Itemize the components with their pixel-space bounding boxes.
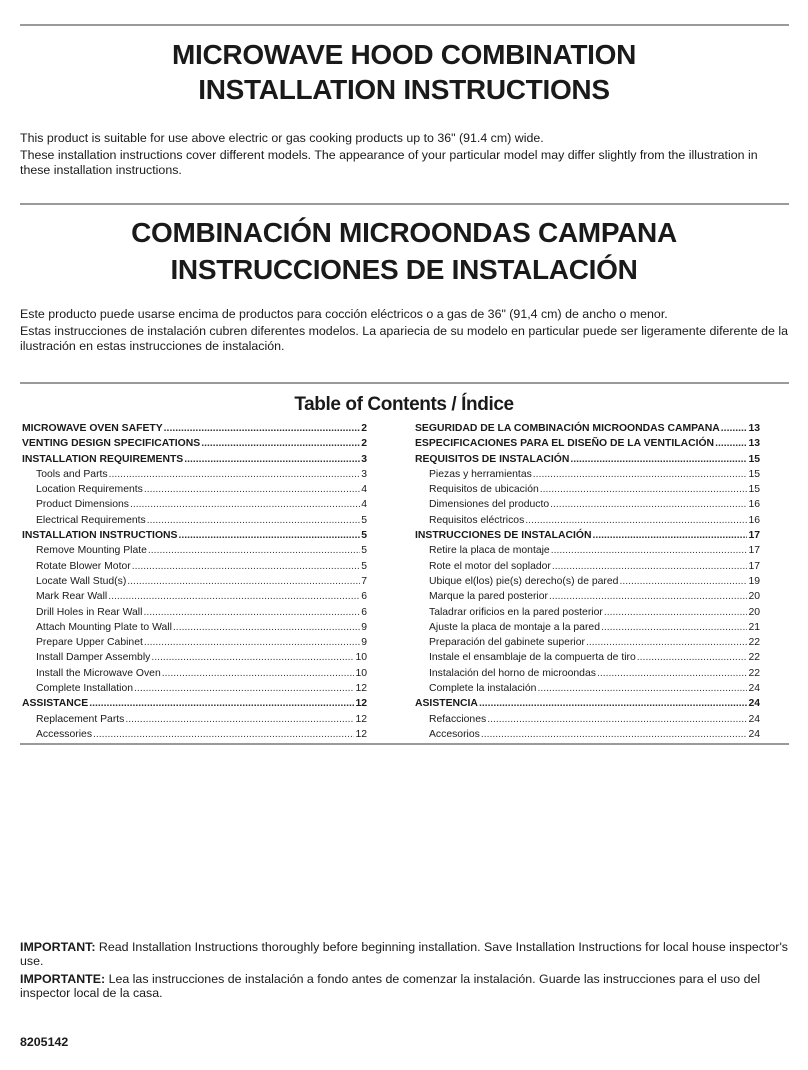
spanish-title-line2: INSTRUCCIONES DE INSTALACIÓN <box>170 254 638 285</box>
important-text: Read Installation Instructions thoroughly before beginning installation. Save Installation Instructions for local house inspector's use. <box>20 940 788 968</box>
importante-label: IMPORTANTE: <box>20 972 106 986</box>
toc-entry[interactable] <box>415 421 760 436</box>
toc-entry-page: 12 <box>355 698 367 710</box>
toc-entry-page: 5 <box>361 545 367 557</box>
toc-entry[interactable] <box>22 696 367 711</box>
toc-leader-dots <box>487 712 747 727</box>
toc-entry-page: 4 <box>361 499 367 511</box>
toc-entry-label: ASISTENCIA <box>415 698 478 710</box>
toc-entry-label: Ubique el(los) pie(s) derecho(s) de pared <box>429 575 619 587</box>
toc-entry-label: Accesorios <box>429 728 480 740</box>
toc-entry-label: Drill Holes in Rear Wall <box>36 606 143 618</box>
toc-entry[interactable] <box>415 559 760 574</box>
toc-entry-label: Install the Microwave Oven <box>36 667 161 679</box>
toc-entry[interactable] <box>415 452 760 467</box>
toc-entry-page: 24 <box>748 683 760 695</box>
toc-entry-label: Instalación del horno de microondas <box>429 667 596 679</box>
important-label: IMPORTANT: <box>20 940 96 954</box>
toc-entry[interactable] <box>415 620 760 635</box>
spanish-intro-para2: Estas instrucciones de instalación cubren diferentes modelos. La apariecia de su modelo en particular puede ser ligeramente diferente de la ilustración en estas instrucciones de instalación. <box>20 324 788 353</box>
toc-leader-dots <box>125 712 354 727</box>
spanish-title-line1: COMBINACIÓN MICROONDAS CAMPANA <box>131 217 677 248</box>
toc-entry-label: Requisitos eléctricos <box>429 514 525 526</box>
toc-entry-page: 9 <box>361 621 367 633</box>
toc-entry[interactable] <box>415 543 760 558</box>
toc-leader-dots <box>592 528 747 543</box>
top-divider <box>20 24 789 26</box>
toc-leader-dots <box>637 650 748 665</box>
toc-entry-label: INSTRUCCIONES DE INSTALACIÓN <box>415 530 592 542</box>
toc-entry[interactable] <box>415 635 760 650</box>
toc-entry-label: Dimensiones del producto <box>429 499 550 511</box>
toc-entry-label: Product Dimensions <box>36 499 129 511</box>
toc-leader-dots <box>127 574 360 589</box>
toc-leader-dots <box>134 681 354 696</box>
toc-entry-label: INSTALLATION INSTRUCTIONS <box>22 530 178 542</box>
toc-leader-dots <box>550 497 747 512</box>
toc-entry-page: 16 <box>748 499 760 511</box>
toc-entry-page: 4 <box>361 484 367 496</box>
toc-entry[interactable] <box>415 574 760 589</box>
toc-entry[interactable] <box>415 727 760 742</box>
toc-entry[interactable] <box>415 436 760 451</box>
toc-entry-label: Preparación del gabinete superior <box>429 637 585 649</box>
toc-entry[interactable] <box>22 421 367 436</box>
toc-entry[interactable] <box>22 620 367 635</box>
toc-entry[interactable] <box>22 605 367 620</box>
toc-entry-page: 17 <box>748 530 760 542</box>
toc-leader-dots <box>601 620 747 635</box>
toc-entry-page: 2 <box>361 438 367 450</box>
toc-entry-label: REQUISITOS DE INSTALACIÓN <box>415 453 570 465</box>
toc-entry[interactable] <box>415 497 760 512</box>
toc-entry[interactable] <box>415 528 760 543</box>
toc-entry[interactable] <box>22 497 367 512</box>
toc-leader-dots <box>173 620 360 635</box>
toc-entry-page: 15 <box>748 453 760 465</box>
toc-entry-label: Replacement Parts <box>36 713 125 725</box>
toc-leader-dots <box>108 589 360 604</box>
toc-title: Table of Contents / Índice <box>294 394 514 415</box>
toc-leader-dots <box>721 421 748 436</box>
toc-leader-dots <box>151 650 354 665</box>
toc-entry-page: 2 <box>361 423 367 434</box>
toc-entry-page: 6 <box>361 591 367 603</box>
toc-leader-dots <box>143 605 360 620</box>
toc-leader-dots <box>144 635 360 650</box>
toc-entry-page: 3 <box>361 453 367 465</box>
toc-entry-page: 20 <box>748 591 760 603</box>
toc-leader-dots <box>481 727 748 742</box>
toc-entry[interactable] <box>415 467 760 482</box>
toc-entry-label: Accessories <box>36 728 93 740</box>
toc-entry-page: 22 <box>748 652 760 664</box>
toc-entry-label: Rote el motor del soplador <box>429 560 551 572</box>
toc-entry-page: 20 <box>748 606 760 618</box>
toc-entry-page: 12 <box>355 713 367 725</box>
toc-leader-dots <box>89 696 354 711</box>
toc-entry-label: ESPECIFICACIONES PARA EL DISEÑO DE LA VENTILACIÓN <box>415 438 715 450</box>
toc-entry-label: Complete Installation <box>36 683 134 695</box>
toc-entry-label: Refacciones <box>429 713 487 725</box>
english-intro-para2: These installation instructions cover different models. The appearance of your particular model may differ slightly from the illustration in these installation instructions. <box>20 148 758 177</box>
toc-entry[interactable] <box>415 482 760 497</box>
toc-bottom-divider <box>20 743 789 745</box>
toc-entry-label: Retire la placa de montaje <box>429 545 550 557</box>
toc-entry-label: Tools and Parts <box>36 468 108 480</box>
toc-entry-label: Electrical Requirements <box>36 514 146 526</box>
toc-entry-page: 19 <box>748 575 760 587</box>
toc-entry-page: 16 <box>748 514 760 526</box>
toc-leader-dots <box>604 605 748 620</box>
toc-leader-dots <box>162 666 355 681</box>
toc-leader-dots <box>178 528 360 543</box>
toc-entry[interactable] <box>22 727 367 742</box>
toc-entry-label: VENTING DESIGN SPECIFICATIONS <box>22 438 201 450</box>
toc-entry-page: 12 <box>355 728 367 740</box>
toc-leader-dots <box>551 543 748 558</box>
toc-entry-label: Location Requirements <box>36 484 143 496</box>
toc-leader-dots <box>715 436 747 451</box>
toc-entry-page: 13 <box>748 438 760 450</box>
toc-entry[interactable] <box>22 482 367 497</box>
toc-entry-label: Remove Mounting Plate <box>36 545 147 557</box>
toc-entry[interactable] <box>22 666 367 681</box>
toc-leader-dots <box>619 574 747 589</box>
english-intro-para1: This product is suitable for use above electric or gas cooking products up to 36" (91.4 cm) wide. <box>20 131 544 145</box>
toc-entry[interactable] <box>22 467 367 482</box>
toc-entry-label: Rotate Blower Motor <box>36 560 131 572</box>
toc-leader-dots <box>540 482 748 497</box>
important-notice-spanish <box>20 972 790 1000</box>
toc-leader-dots <box>132 559 361 574</box>
toc-entry[interactable] <box>22 543 367 558</box>
toc-entry-label: MICROWAVE OVEN SAFETY <box>22 423 163 434</box>
toc-entry[interactable] <box>415 605 760 620</box>
toc-entry-page: 5 <box>361 560 367 572</box>
toc-entry[interactable] <box>22 635 367 650</box>
toc-leader-dots <box>201 436 360 451</box>
toc-entry[interactable] <box>22 436 367 451</box>
toc-entry-page: 15 <box>748 484 760 496</box>
spanish-intro-para1: Este producto puede usarse encima de productos para cocción eléctricos o a gas de 36" (91,4 cm) de ancho o menor. <box>20 307 668 321</box>
toc-entry-label: Taladrar orificios en la pared posterior <box>429 606 603 618</box>
toc-entry-label: Marque la pared posterior <box>429 591 548 603</box>
toc-leader-dots <box>586 635 747 650</box>
section-divider-2 <box>20 382 789 384</box>
importante-text: Lea las instrucciones de instalación a fondo antes de comenzar la instalación. Guarde las instrucciones para el uso del inspector local de la casa. <box>20 972 761 1000</box>
toc-entry-page: 15 <box>748 468 760 480</box>
toc-entry-label: Ajuste la placa de montaje a la pared <box>429 621 600 633</box>
toc-entry-page: 22 <box>748 667 760 679</box>
toc-leader-dots <box>525 513 747 528</box>
toc-entry-label: Locate Wall Stud(s) <box>36 575 127 587</box>
toc-entry-label: INSTALLATION REQUIREMENTS <box>22 453 184 465</box>
english-title-line2: INSTALLATION INSTRUCTIONS <box>198 74 610 105</box>
toc-leader-dots <box>148 543 360 558</box>
toc-leader-dots <box>93 727 354 742</box>
toc-entry-page: 24 <box>748 728 760 740</box>
toc-spanish-column <box>415 421 760 742</box>
toc-entry[interactable] <box>22 452 367 467</box>
toc-leader-dots <box>147 513 360 528</box>
english-intro <box>20 131 790 180</box>
toc-entry[interactable] <box>22 589 367 604</box>
toc-entry-page: 24 <box>748 698 760 710</box>
toc-leader-dots <box>164 421 361 436</box>
toc-entry-label: Install Damper Assembly <box>36 652 151 664</box>
toc-entry[interactable] <box>415 589 760 604</box>
toc-leader-dots <box>533 467 748 482</box>
toc-leader-dots <box>597 666 748 681</box>
toc-entry-page: 5 <box>361 514 367 526</box>
toc-leader-dots <box>184 452 360 467</box>
toc-entry[interactable] <box>22 650 367 665</box>
toc-leader-dots <box>130 497 360 512</box>
toc-entry[interactable] <box>22 559 367 574</box>
toc-entry-label: Mark Rear Wall <box>36 591 108 603</box>
toc-entry-page: 17 <box>748 545 760 557</box>
toc-entry-page: 10 <box>355 667 367 679</box>
toc-entry-page: 7 <box>361 575 367 587</box>
spanish-intro <box>20 307 790 356</box>
toc-entry[interactable] <box>415 681 760 696</box>
section-divider-1 <box>20 203 789 205</box>
toc-entry-page: 9 <box>361 637 367 649</box>
toc-entry[interactable] <box>415 513 760 528</box>
toc-entry[interactable] <box>415 650 760 665</box>
toc-leader-dots <box>479 696 748 711</box>
toc-entry-page: 5 <box>361 530 367 542</box>
toc-entry-label: Complete la instalación <box>429 683 537 695</box>
toc-entry[interactable] <box>415 666 760 681</box>
toc-entry-page: 24 <box>748 713 760 725</box>
toc-entry-label: Piezas y herramientas <box>429 468 532 480</box>
toc-entry[interactable] <box>22 574 367 589</box>
toc-entry[interactable] <box>22 528 367 543</box>
toc-entry-label: Attach Mounting Plate to Wall <box>36 621 172 633</box>
toc-leader-dots <box>549 589 747 604</box>
toc-entry-page: 3 <box>361 468 367 480</box>
toc-entry[interactable] <box>415 696 760 711</box>
toc-english-column <box>22 421 367 742</box>
toc-leader-dots <box>144 482 360 497</box>
toc-entry-label: SEGURIDAD DE LA COMBINACIÓN MICROONDAS CAMPANA <box>415 423 720 434</box>
toc-entry[interactable] <box>22 513 367 528</box>
toc-entry-page: 13 <box>748 423 760 434</box>
toc-entry-page: 21 <box>748 621 760 633</box>
toc-leader-dots <box>570 452 747 467</box>
toc-entry-label: Instale el ensamblaje de la compuerta de tiro <box>429 652 636 664</box>
toc-entry-page: 12 <box>355 683 367 695</box>
english-title-line1: MICROWAVE HOOD COMBINATION <box>171 39 637 70</box>
toc-entry-label: Prepare Upper Cabinet <box>36 637 143 649</box>
toc-entry-page: 22 <box>748 637 760 649</box>
important-notice-english <box>20 940 790 968</box>
toc-entry[interactable] <box>22 712 367 727</box>
toc-entry-label: Requisitos de ubicación <box>429 484 539 496</box>
toc-leader-dots <box>109 467 361 482</box>
part-number: 8205142 <box>20 1035 69 1049</box>
toc-entry-page: 17 <box>748 560 760 572</box>
toc-entry-page: 10 <box>355 652 367 664</box>
toc-entry[interactable] <box>415 712 760 727</box>
toc-entry[interactable] <box>22 681 367 696</box>
toc-leader-dots <box>537 681 747 696</box>
toc-leader-dots <box>552 559 748 574</box>
toc-entry-page: 6 <box>361 606 367 618</box>
toc-entry-label: ASSISTANCE <box>22 698 89 710</box>
